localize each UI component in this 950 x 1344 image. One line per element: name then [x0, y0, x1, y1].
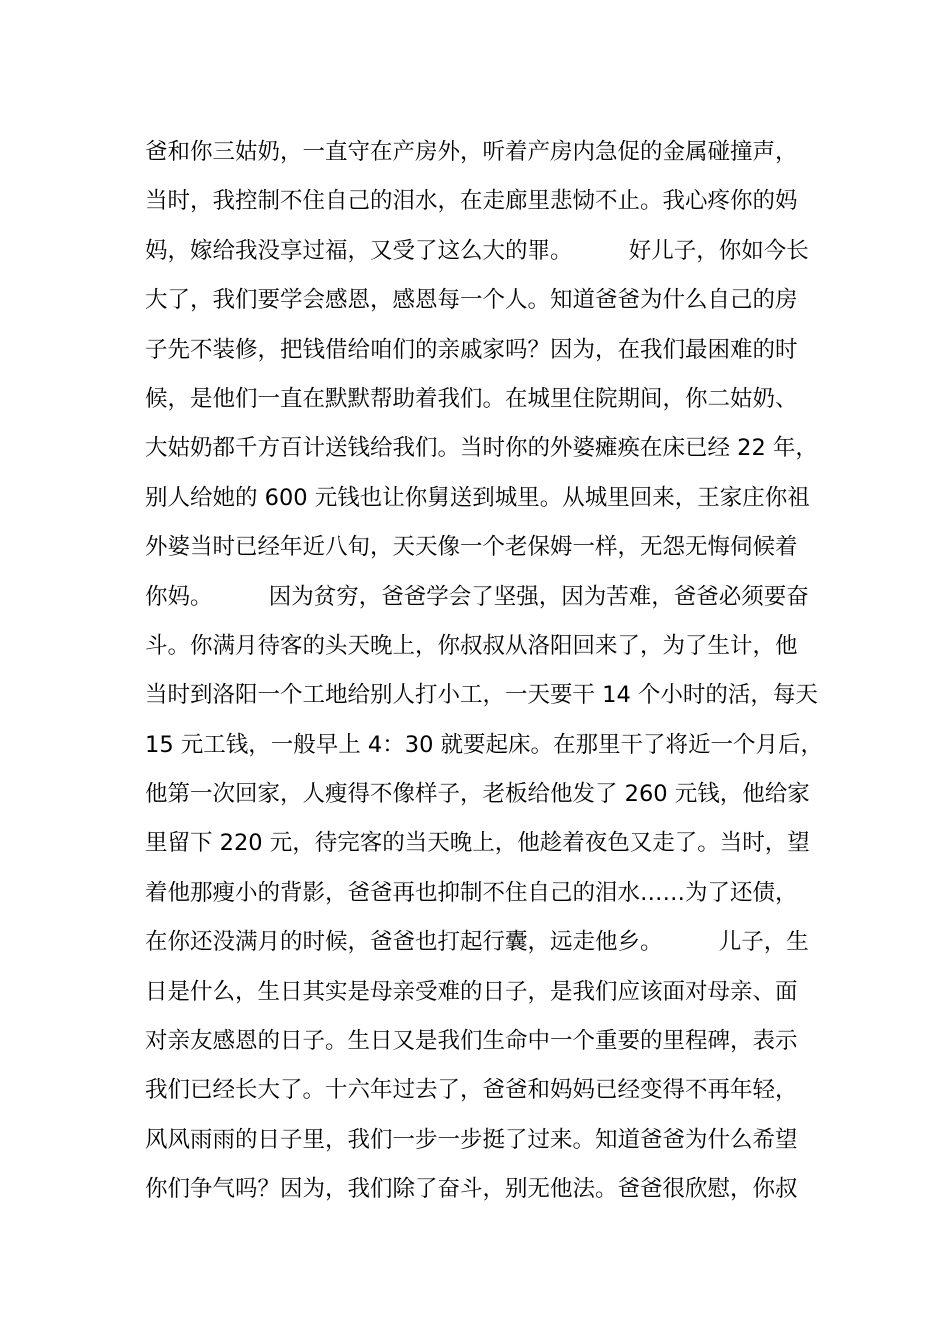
text-line: 在你还没满月的时候，爸爸也打起行囊，远走他乡。 儿子，生 — [145, 929, 809, 956]
text-line: 别人给她的 600 元钱也让你舅送到城里。从城里回来，王家庄你祖 — [145, 484, 810, 511]
text-line: 妈，嫁给我没享过福，又受了这么大的罪。 好儿子，你如今长 — [145, 237, 809, 264]
text-line: 爸和你三姑奶，一直守在产房外，听着产房内急促的金属碰撞声， — [145, 139, 798, 165]
text-line: 斗。你满月待客的头天晚上，你叔叔从洛阳回来了，为了生计，他 — [145, 632, 798, 659]
text-line: 子先不装修，把钱借给咱们的亲戚家吗？因为，在我们最困难的时 — [145, 336, 798, 363]
text-line: 你们争气吗？因为，我们除了奋斗，别无他法。爸爸很欣慰，你叔 — [145, 1176, 798, 1203]
text-line: 日是什么，生日其实是母亲受难的日子，是我们应该面对母亲、面 — [145, 978, 798, 1005]
text-line: 对亲友感恩的日子。生日又是我们生命中一个重要的里程碑，表示 — [145, 1028, 798, 1055]
text-line: 他第一次回家，人瘦得不像样子，老板给他发了 260 元钱，他给家 — [145, 781, 810, 808]
text-line: 大了，我们要学会感恩，感恩每一个人。知道爸爸为什么自己的房 — [145, 287, 798, 314]
text-line: 里留下 220 元，待完客的当天晚上，他趁着夜色又走了。当时，望 — [145, 830, 810, 857]
text-line: 我们已经长大了。十六年过去了，爸爸和妈妈已经变得不再年轻， — [145, 1077, 798, 1104]
text-line: 大姑奶都千方百计送钱给我们。当时你的外婆瘫痪在床已经 22 年， — [145, 435, 818, 462]
text-line: 你妈。 因为贫穷，爸爸学会了坚强，因为苦难，爸爸必须要奋 — [145, 583, 809, 610]
text-line: 外婆当时已经年近八旬，天天像一个老保姆一样，无怨无悔伺候着 — [145, 534, 798, 561]
text-line: 当时，我控制不住自己的泪水，在走廊里悲恸不止。我心疼你的妈 — [145, 188, 798, 215]
text-line: 当时到洛阳一个工地给别人打小工，一天要干 14 个小时的活，每天 — [145, 682, 818, 709]
text-line: 风风雨雨的日子里，我们一步一步挺了过来。知道爸爸为什么希望 — [145, 1126, 798, 1153]
text-line: 着他那瘦小的背影，爸爸再也抑制不住自己的泪水……为了还债， — [145, 879, 798, 906]
document-body — [145, 128, 824, 1215]
text-line: 15 元工钱，一般早上 4：30 就要起床。在那里干了将近一个月后， — [145, 731, 824, 758]
text-line: 候，是他们一直在默默帮助着我们。在城里住院期间，你二姑奶、 — [145, 385, 798, 412]
